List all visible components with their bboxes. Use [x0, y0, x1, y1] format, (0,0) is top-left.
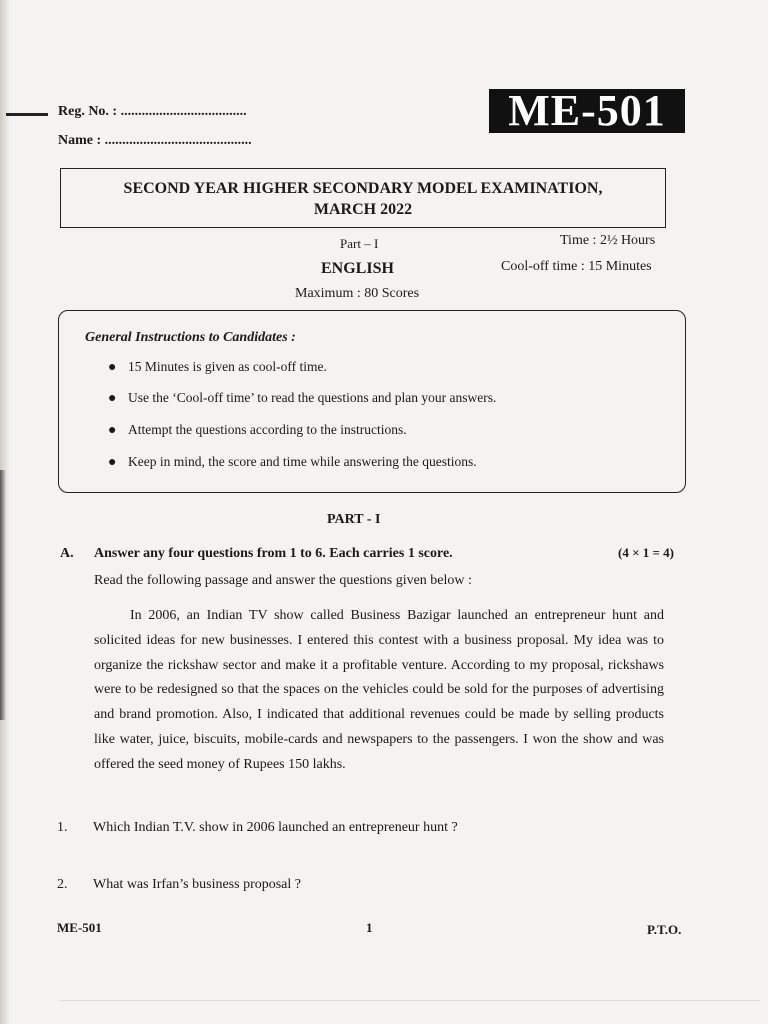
part-heading: PART - I: [327, 512, 381, 527]
section-instruction: Answer any four questions from 1 to 6. Each carries 1 score.: [94, 546, 453, 561]
question-text: Which Indian T.V. show in 2006 launched an entrepreneur hunt ?: [93, 820, 458, 835]
passage-instruction: Read the following passage and answer the questions given below :: [94, 573, 472, 588]
bullet-icon: ●: [108, 360, 117, 375]
footer-paper-code: ME-501: [57, 920, 102, 935]
bullet-icon: ●: [108, 455, 117, 470]
instruction-item: ● 15 Minutes is given as cool-off time.: [108, 359, 327, 375]
reading-passage: [94, 604, 664, 778]
question-number: 1.: [57, 820, 68, 835]
time-allowed: Time : 2½ Hours: [560, 233, 656, 248]
section-letter: A.: [60, 546, 74, 561]
question-text: What was Irfan’s business proposal ?: [93, 877, 302, 892]
instruction-item: ● Keep in mind, the score and time while answering the questions.: [108, 454, 477, 470]
instructions-title: General Instructions to Candidates :: [85, 330, 296, 345]
exam-title-box: [60, 168, 666, 228]
pto-label: P.T.O.: [647, 922, 682, 937]
subject-title: ENGLISH: [321, 260, 394, 277]
part-label: Part – I: [340, 236, 379, 251]
instruction-item: ● Use the ‘Cool-off time’ to read the questions and plan your answers.: [108, 390, 497, 406]
reg-no-field: Reg. No. : ....................................: [58, 104, 247, 119]
question-number: 2.: [57, 877, 68, 892]
name-field: Name : ..........................................: [58, 133, 252, 148]
instruction-item: ● Attempt the questions according to the instructions.: [108, 422, 407, 438]
exam-title-line1: SECOND YEAR HIGHER SECONDARY MODEL EXAMINATION,: [123, 180, 603, 197]
bottom-divider: [60, 1000, 760, 1001]
section-score: (4 × 1 = 4): [618, 545, 674, 560]
page-edge-dark: [0, 470, 6, 720]
page-number: 1: [366, 920, 373, 935]
bullet-icon: ●: [108, 391, 117, 406]
maximum-scores: Maximum : 80 Scores: [295, 286, 420, 301]
bullet-icon: ●: [108, 423, 117, 438]
cooloff-time: Cool-off time : 15 Minutes: [501, 259, 652, 274]
margin-mark: [6, 113, 48, 116]
passage-text: In 2006, an Indian TV show called Business Bazigar launched an entrepreneur hunt and solicited ideas for new businesses. I entered this contest with a business proposal. My idea was to organize the rickshaw sector and make it a profitable venture. According to my proposal, rickshaws were to be redesigned so that the spaces on the vehicles could be sold for the purposes of advertising and brand promotion. Also, I indicated that additional revenues could be made by selling products like water, juice, biscuits, mobile-cards and newspapers to the passengers. I won the show and was offered the seed money of Rupees 150 lakhs.: [94, 608, 664, 772]
exam-title-line2: MARCH 2022: [313, 201, 413, 218]
paper-code-badge: ME-501: [489, 89, 685, 133]
